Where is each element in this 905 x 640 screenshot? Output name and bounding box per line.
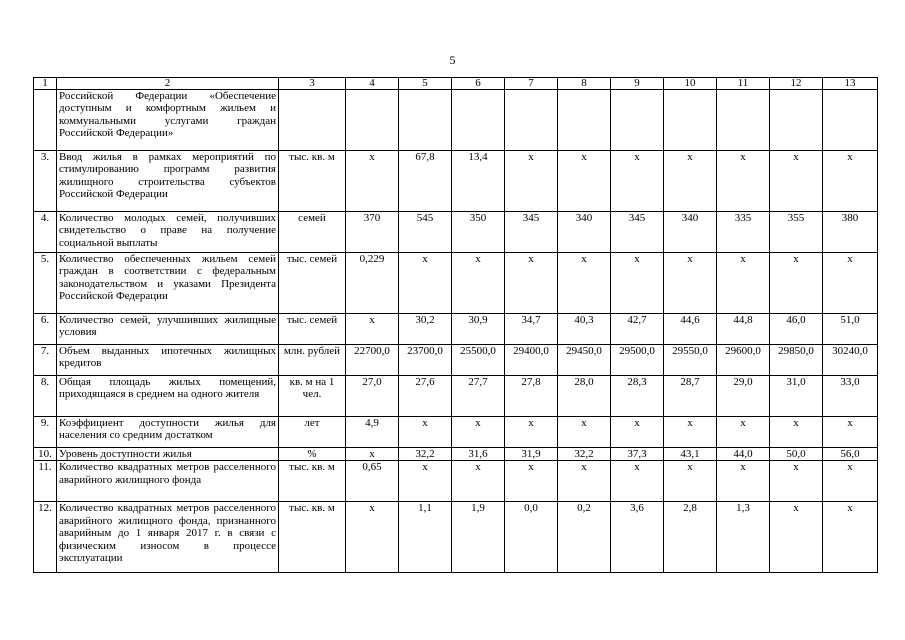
indicator-value: 350: [452, 212, 505, 253]
row-number: 12.: [34, 502, 57, 573]
table-row: [34, 345, 878, 376]
indicator-value: 29500,0: [611, 345, 664, 376]
indicator-name: Общая площадь жилых помещений, приходящаяся в среднем на одного жителя: [57, 376, 279, 417]
indicator-name: Количество молодых семей, получивших свидетельство о праве на получение социальной выплаты: [57, 212, 279, 253]
unit-of-measure: семей: [279, 212, 346, 253]
table-row: [34, 461, 878, 502]
table-row: [34, 376, 878, 417]
page-number: 5: [449, 53, 456, 67]
indicator-value: х: [611, 253, 664, 314]
column-number: 4: [346, 78, 399, 90]
indicator-value: х: [399, 461, 452, 502]
column-number: 9: [611, 78, 664, 90]
indicator-value: 4,9: [346, 417, 399, 448]
unit-of-measure: млн. рублей: [279, 345, 346, 376]
unit-of-measure: кв. м на 1 чел.: [279, 376, 346, 417]
indicator-value: 340: [664, 212, 717, 253]
indicator-value: х: [717, 417, 770, 448]
row-number: 9.: [34, 417, 57, 448]
row-number: 8.: [34, 376, 57, 417]
indicator-value: 27,0: [346, 376, 399, 417]
indicator-value: [452, 90, 505, 151]
row-number: 4.: [34, 212, 57, 253]
row-number: 6.: [34, 314, 57, 345]
indicator-value: 27,6: [399, 376, 452, 417]
indicator-value: х: [452, 461, 505, 502]
table-row: [34, 253, 878, 314]
indicator-value: 33,0: [823, 376, 878, 417]
indicator-value: 30,2: [399, 314, 452, 345]
column-number: 12: [770, 78, 823, 90]
indicator-value: 31,0: [770, 376, 823, 417]
indicator-value: 31,9: [505, 448, 558, 461]
indicator-name: Количество семей, улучшивших жилищные условия: [57, 314, 279, 345]
indicator-value: 545: [399, 212, 452, 253]
indicator-value: х: [558, 253, 611, 314]
column-number: 13: [823, 78, 878, 90]
indicator-value: [505, 90, 558, 151]
indicator-value: 29550,0: [664, 345, 717, 376]
unit-of-measure: тыс. семей: [279, 314, 346, 345]
indicator-value: 0,65: [346, 461, 399, 502]
indicator-name: Российской Федерации «Обеспечение доступным и комфортным жильем и коммунальными услугами граждан Российской Федерации»: [57, 90, 279, 151]
column-number: 7: [505, 78, 558, 90]
indicator-value: 27,7: [452, 376, 505, 417]
indicator-value: 56,0: [823, 448, 878, 461]
indicator-value: х: [770, 461, 823, 502]
indicator-name: Ввод жилья в рамках мероприятий по стимулированию программ развития жилищного строительства субъектов Российской Федерации: [57, 151, 279, 212]
row-number: 10.: [34, 448, 57, 461]
indicator-value: х: [823, 253, 878, 314]
unit-of-measure: [279, 90, 346, 151]
indicator-value: 25500,0: [452, 345, 505, 376]
unit-of-measure: тыс. кв. м: [279, 461, 346, 502]
indicator-value: х: [823, 417, 878, 448]
indicator-name: Количество квадратных метров расселенного аварийного жилищного фонда: [57, 461, 279, 502]
indicator-value: [717, 90, 770, 151]
indicator-value: 0,229: [346, 253, 399, 314]
row-number: 3.: [34, 151, 57, 212]
indicator-value: 32,2: [399, 448, 452, 461]
indicator-value: 1,3: [717, 502, 770, 573]
unit-of-measure: тыс. кв. м: [279, 502, 346, 573]
column-number-row: [34, 78, 878, 90]
indicator-value: 23700,0: [399, 345, 452, 376]
indicator-value: 29,0: [717, 376, 770, 417]
indicator-value: х: [664, 417, 717, 448]
indicator-name: Коэффициент доступности жилья для населения со средним достатком: [57, 417, 279, 448]
column-number: 1: [34, 78, 57, 90]
unit-of-measure: лет: [279, 417, 346, 448]
indicator-value: х: [611, 417, 664, 448]
indicator-value: 67,8: [399, 151, 452, 212]
indicator-value: 355: [770, 212, 823, 253]
indicator-value: 27,8: [505, 376, 558, 417]
indicator-value: х: [823, 151, 878, 212]
indicator-value: 1,1: [399, 502, 452, 573]
indicator-value: [346, 90, 399, 151]
row-number: 7.: [34, 345, 57, 376]
column-number: 2: [57, 78, 279, 90]
indicator-value: 29450,0: [558, 345, 611, 376]
indicator-value: х: [770, 151, 823, 212]
indicator-value: х: [346, 502, 399, 573]
indicator-value: х: [770, 417, 823, 448]
indicator-value: 3,6: [611, 502, 664, 573]
indicator-value: х: [664, 253, 717, 314]
row-number: [34, 90, 57, 151]
indicator-value: х: [823, 461, 878, 502]
indicator-value: 1,9: [452, 502, 505, 573]
indicator-value: [611, 90, 664, 151]
indicator-value: [770, 90, 823, 151]
indicators-table: [33, 77, 878, 573]
indicator-value: 29400,0: [505, 345, 558, 376]
indicator-value: 43,1: [664, 448, 717, 461]
indicator-value: х: [717, 461, 770, 502]
column-number: 5: [399, 78, 452, 90]
indicator-value: х: [505, 151, 558, 212]
indicator-value: х: [558, 151, 611, 212]
indicator-value: 44,8: [717, 314, 770, 345]
indicator-value: 345: [611, 212, 664, 253]
indicator-value: 44,6: [664, 314, 717, 345]
indicator-value: 345: [505, 212, 558, 253]
indicator-value: 37,3: [611, 448, 664, 461]
indicator-value: х: [452, 417, 505, 448]
table-row: [34, 90, 878, 151]
indicator-value: х: [346, 314, 399, 345]
indicator-value: х: [346, 151, 399, 212]
indicator-value: 13,4: [452, 151, 505, 212]
table-row: [34, 417, 878, 448]
indicator-value: 34,7: [505, 314, 558, 345]
indicator-value: х: [399, 417, 452, 448]
column-number: 8: [558, 78, 611, 90]
indicator-value: х: [664, 151, 717, 212]
indicator-value: 0,0: [505, 502, 558, 573]
indicator-value: х: [611, 461, 664, 502]
table-row: [34, 314, 878, 345]
indicator-value: х: [399, 253, 452, 314]
indicator-name: Количество обеспеченных жильем семей граждан в соответствии с федеральным законодательством и указами Президента Российской Федерации: [57, 253, 279, 314]
unit-of-measure: тыс. семей: [279, 253, 346, 314]
indicator-value: х: [558, 417, 611, 448]
indicator-value: 380: [823, 212, 878, 253]
indicator-value: х: [611, 151, 664, 212]
indicator-value: [558, 90, 611, 151]
table-row: [34, 448, 878, 461]
indicator-value: х: [823, 502, 878, 573]
indicator-value: 0,2: [558, 502, 611, 573]
indicator-value: х: [505, 417, 558, 448]
column-number: 3: [279, 78, 346, 90]
indicator-value: 28,7: [664, 376, 717, 417]
row-number: 11.: [34, 461, 57, 502]
column-number: 11: [717, 78, 770, 90]
indicator-value: 44,0: [717, 448, 770, 461]
indicator-value: 32,2: [558, 448, 611, 461]
indicator-value: х: [452, 253, 505, 314]
column-number: 10: [664, 78, 717, 90]
indicator-value: 22700,0: [346, 345, 399, 376]
table-row: [34, 212, 878, 253]
indicator-name: Уровень доступности жилья: [57, 448, 279, 461]
indicator-value: х: [770, 253, 823, 314]
indicator-value: х: [717, 151, 770, 212]
indicator-value: х: [346, 448, 399, 461]
indicator-value: х: [558, 461, 611, 502]
indicator-value: х: [664, 461, 717, 502]
indicator-value: 2,8: [664, 502, 717, 573]
indicator-name: Количество квадратных метров расселенного аварийного жилищного фонда, признанного аварийным до 1 января 2017 г. в связи с физическим износом в процессе эксплуатации: [57, 502, 279, 573]
table-row: [34, 502, 878, 573]
indicator-value: 30,9: [452, 314, 505, 345]
indicator-value: х: [717, 253, 770, 314]
indicator-value: [823, 90, 878, 151]
indicator-value: 30240,0: [823, 345, 878, 376]
indicator-value: 29850,0: [770, 345, 823, 376]
unit-of-measure: %: [279, 448, 346, 461]
indicator-value: 29600,0: [717, 345, 770, 376]
indicator-name: Объем выданных ипотечных жилищных кредитов: [57, 345, 279, 376]
indicator-value: [664, 90, 717, 151]
indicator-value: 340: [558, 212, 611, 253]
row-number: 5.: [34, 253, 57, 314]
indicator-value: 50,0: [770, 448, 823, 461]
table-row: [34, 151, 878, 212]
indicator-value: 28,0: [558, 376, 611, 417]
indicator-value: [399, 90, 452, 151]
unit-of-measure: тыс. кв. м: [279, 151, 346, 212]
indicator-value: 42,7: [611, 314, 664, 345]
indicator-value: 31,6: [452, 448, 505, 461]
indicator-value: 51,0: [823, 314, 878, 345]
indicator-value: 46,0: [770, 314, 823, 345]
indicator-value: 335: [717, 212, 770, 253]
indicator-value: х: [505, 461, 558, 502]
indicator-value: х: [505, 253, 558, 314]
indicator-value: 40,3: [558, 314, 611, 345]
indicator-value: 28,3: [611, 376, 664, 417]
indicator-value: х: [770, 502, 823, 573]
column-number: 6: [452, 78, 505, 90]
indicator-value: 370: [346, 212, 399, 253]
